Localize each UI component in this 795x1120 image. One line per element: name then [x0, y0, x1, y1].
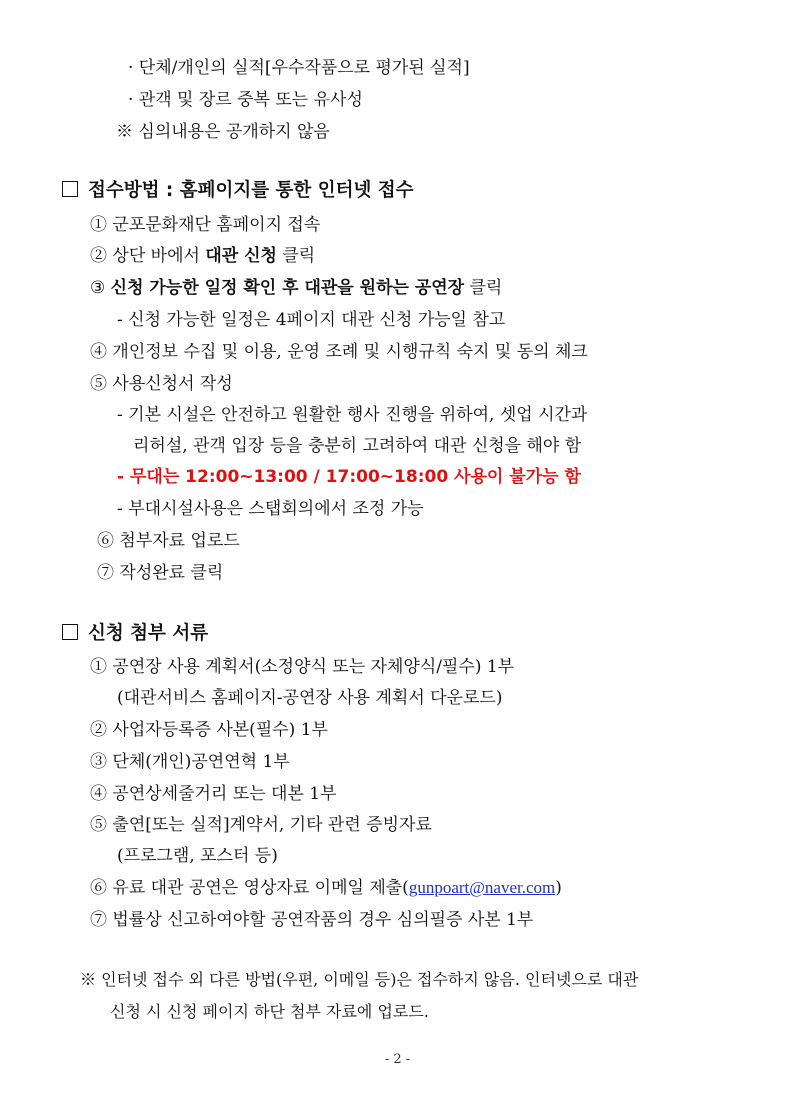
step-5-warning-stage-unavailable: - 무대는 12:00~13:00 / 17:00~18:00 사용이 불가능 함 [117, 467, 581, 487]
step-5: ⑤ 사용신청서 작성 [90, 374, 233, 394]
step-5-note-1b: 리허설, 관객 입장 등을 충분히 고려하여 대관 신청을 해야 함 [133, 436, 582, 456]
document-1: ① 공연장 사용 계획서(소정양식 또는 자체양식/필수) 1부 [90, 657, 515, 677]
step-5-note-3: - 부대시설사용은 스탭회의에서 조정 가능 [117, 499, 424, 519]
document-7: ⑦ 법률상 신고하여야할 공연작품의 경우 심의필증 사본 1부 [90, 910, 534, 930]
step-4: ④ 개인정보 수집 및 이용, 운영 조례 및 시행규칙 숙지 및 동의 체크 [90, 342, 588, 362]
criteria-item-overlap: · 관객 및 장르 중복 또는 유사성 [128, 90, 363, 110]
document-4: ④ 공연상세줄거리 또는 대본 1부 [90, 784, 337, 804]
criteria-item-performance-record: · 단체/개인의 실적[우수작품으로 평가된 실적] [128, 58, 470, 78]
step-6: ⑥ 첨부자료 업로드 [97, 531, 240, 551]
footnote-line-1: ※ 인터넷 접수 외 다른 방법(우편, 이메일 등)은 접수하지 않음. 인터넷으로 대관 [80, 970, 639, 989]
document-6: ⑥ 유료 대관 공연은 영상자료 이메일 제출(gunpoart@naver.com) [90, 878, 562, 898]
document-5: ⑤ 출연[또는 실적]계약서, 기타 관련 증빙자료 [90, 815, 432, 835]
document-3: ③ 단체(개인)공연연혁 1부 [90, 752, 290, 772]
section-heading-required-documents: 신청 첨부 서류 [62, 624, 208, 644]
checkbox-square-icon [62, 624, 78, 640]
document-1-note: (대관서비스 홈페이지-공연장 사용 계획서 다운로드) [117, 688, 503, 708]
step-7: ⑦ 작성완료 클릭 [97, 563, 224, 583]
document-2: ② 사업자등록증 사본(필수) 1부 [90, 720, 328, 740]
page-number: - 2 - [384, 1052, 411, 1067]
footnote-line-2: 신청 시 신청 페이지 하단 첨부 자료에 업로드. [110, 1002, 429, 1021]
step-3: ③ 신청 가능한 일정 확인 후 대관을 원하는 공연장 클릭 [90, 278, 503, 298]
document-5-note: (프로그램, 포스터 등) [117, 846, 278, 866]
checkbox-square-icon [62, 181, 78, 197]
step-3-note: - 신청 가능한 일정은 4페이지 대관 신청 가능일 참고 [117, 310, 506, 330]
step-2: ② 상단 바에서 대관 신청 클릭 [90, 246, 316, 266]
email-link[interactable]: gunpoart@naver.com [408, 878, 556, 897]
review-note: ※ 심의내용은 공개하지 않음 [116, 122, 330, 142]
section-heading-application-method: 접수방법 : 홈페이지를 통한 인터넷 접수 [62, 181, 414, 201]
step-5-note-1a: - 기본 시설은 안전하고 원활한 행사 진행을 위하여, 셋업 시간과 [117, 405, 588, 425]
step-1: ① 군포문화재단 홈페이지 접속 [90, 215, 321, 235]
